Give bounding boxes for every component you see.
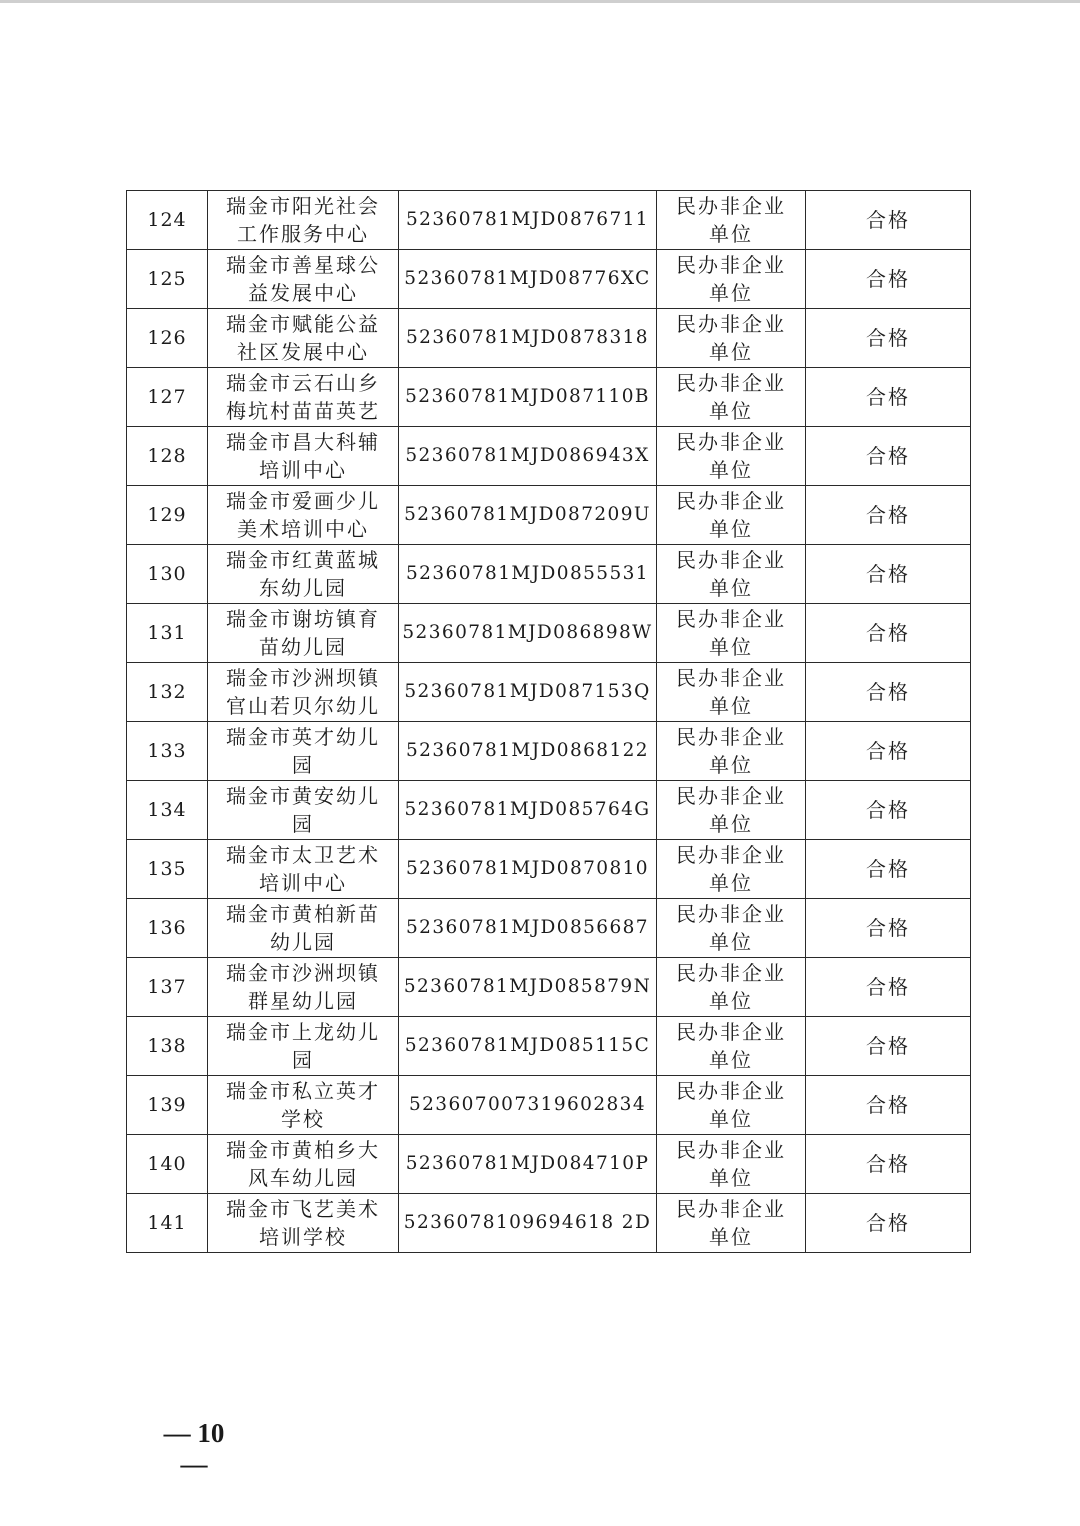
inspection-result: 合格 [806,309,971,368]
organization-name: 瑞金市昌大科辅培训中心 [208,427,399,486]
credit-code: 52360781MJD0855531 [399,545,657,604]
inspection-result: 合格 [806,250,971,309]
row-number: 131 [127,604,208,663]
row-number: 126 [127,309,208,368]
row-number: 125 [127,250,208,309]
table-row [127,1076,971,1135]
inspection-result: 合格 [806,604,971,663]
row-number: 138 [127,1017,208,1076]
inspection-result: 合格 [806,899,971,958]
credit-code: 52360781MJD084710P [399,1135,657,1194]
organization-type: 民办非企业单位 [657,958,806,1017]
credit-code: 52360781MJD0868122 [399,722,657,781]
organization-name: 瑞金市太卫艺术培训中心 [208,840,399,899]
organization-name: 瑞金市云石山乡梅坑村苗苗英艺 [208,368,399,427]
organization-name: 瑞金市爱画少儿美术培训中心 [208,486,399,545]
table-body [127,191,971,1253]
organization-type: 民办非企业单位 [657,545,806,604]
organization-type: 民办非企业单位 [657,604,806,663]
inspection-result: 合格 [806,368,971,427]
organization-name: 瑞金市红黄蓝城东幼儿园 [208,545,399,604]
organization-type: 民办非企业单位 [657,486,806,545]
table-row [127,663,971,722]
inspection-result: 合格 [806,545,971,604]
page-top-edge [0,0,1080,3]
inspection-result: 合格 [806,663,971,722]
credit-code: 52360781MJD0870810 [399,840,657,899]
organization-name: 瑞金市黄柏新苗幼儿园 [208,899,399,958]
row-number: 133 [127,722,208,781]
table-row [127,309,971,368]
organization-type: 民办非企业单位 [657,191,806,250]
row-number: 130 [127,545,208,604]
table-row [127,1194,971,1253]
organization-name: 瑞金市沙洲坝镇群星幼儿园 [208,958,399,1017]
credit-code: 52360781MJD086898W [399,604,657,663]
organization-name: 瑞金市沙洲坝镇官山若贝尔幼儿 [208,663,399,722]
organization-name: 瑞金市英才幼儿园 [208,722,399,781]
organization-type: 民办非企业单位 [657,309,806,368]
table-row [127,899,971,958]
organization-name: 瑞金市谢坊镇育苗幼儿园 [208,604,399,663]
inspection-result: 合格 [806,1017,971,1076]
organization-type: 民办非企业单位 [657,1194,806,1253]
table-row [127,1017,971,1076]
credit-code: 52360781MJD087209U [399,486,657,545]
organization-type: 民办非企业单位 [657,663,806,722]
organization-type: 民办非企业单位 [657,368,806,427]
page-number: — 10 — [163,1418,225,1479]
organization-type: 民办非企业单位 [657,899,806,958]
credit-code: 52360781MJD085115C [399,1017,657,1076]
organization-type: 民办非企业单位 [657,781,806,840]
table-row [127,427,971,486]
inspection-result: 合格 [806,427,971,486]
organization-type: 民办非企业单位 [657,250,806,309]
table-row [127,840,971,899]
inspection-result: 合格 [806,191,971,250]
organization-name: 瑞金市黄柏乡大风车幼儿园 [208,1135,399,1194]
organization-name: 瑞金市善星球公益发展中心 [208,250,399,309]
inspection-result: 合格 [806,781,971,840]
organization-type: 民办非企业单位 [657,1076,806,1135]
credit-code: 52360781MJD0856687 [399,899,657,958]
table-row [127,486,971,545]
row-number: 134 [127,781,208,840]
table-row [127,958,971,1017]
row-number: 141 [127,1194,208,1253]
inspection-result: 合格 [806,1194,971,1253]
table-row [127,1135,971,1194]
credit-code: 5236078109694618 2D [399,1194,657,1253]
credit-code: 52360781MJD087153Q [399,663,657,722]
organization-type: 民办非企业单位 [657,1017,806,1076]
row-number: 137 [127,958,208,1017]
table-row [127,191,971,250]
table-row [127,722,971,781]
organization-type: 民办非企业单位 [657,1135,806,1194]
inspection-result: 合格 [806,1135,971,1194]
row-number: 124 [127,191,208,250]
credit-code: 523607007319602834 [399,1076,657,1135]
organization-name: 瑞金市飞艺美术培训学校 [208,1194,399,1253]
row-number: 140 [127,1135,208,1194]
organization-table [126,190,971,1253]
inspection-result: 合格 [806,840,971,899]
row-number: 127 [127,368,208,427]
credit-code: 52360781MJD087110B [399,368,657,427]
inspection-result: 合格 [806,722,971,781]
organization-type: 民办非企业单位 [657,722,806,781]
table-row [127,545,971,604]
inspection-result: 合格 [806,486,971,545]
credit-code: 52360781MJD0878318 [399,309,657,368]
organization-name: 瑞金市上龙幼儿园 [208,1017,399,1076]
table-row [127,250,971,309]
organization-name: 瑞金市私立英才学校 [208,1076,399,1135]
credit-code: 52360781MJD085879N [399,958,657,1017]
table-row [127,781,971,840]
organization-name: 瑞金市阳光社会工作服务中心 [208,191,399,250]
row-number: 139 [127,1076,208,1135]
organization-type: 民办非企业单位 [657,840,806,899]
organization-name: 瑞金市黄安幼儿园 [208,781,399,840]
table-row [127,368,971,427]
row-number: 129 [127,486,208,545]
row-number: 135 [127,840,208,899]
inspection-result: 合格 [806,1076,971,1135]
organization-name: 瑞金市赋能公益社区发展中心 [208,309,399,368]
row-number: 128 [127,427,208,486]
credit-code: 52360781MJD085764G [399,781,657,840]
credit-code: 52360781MJD086943X [399,427,657,486]
row-number: 136 [127,899,208,958]
credit-code: 52360781MJD08776XC [399,250,657,309]
table-row [127,604,971,663]
organization-type: 民办非企业单位 [657,427,806,486]
inspection-result: 合格 [806,958,971,1017]
credit-code: 52360781MJD0876711 [399,191,657,250]
row-number: 132 [127,663,208,722]
